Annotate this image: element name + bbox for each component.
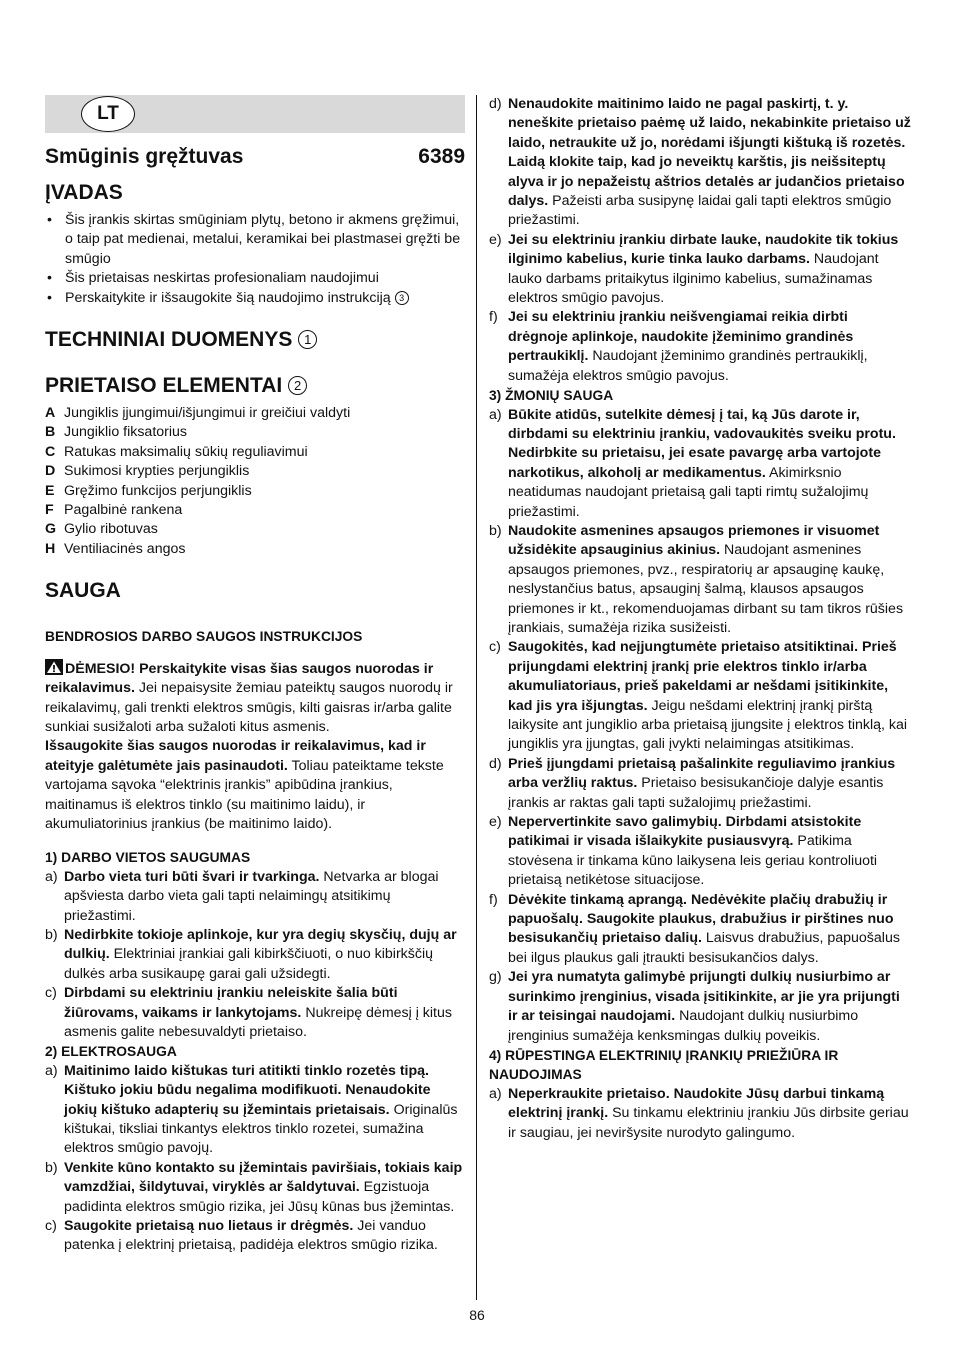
left-column bbox=[45, 95, 465, 1256]
item-text: Nepervertinkite savo galimybių. Dirbdami atsistokite patikimai ir visada išlaikykite pusiausvyrą. Patikima stovėsena ir tinkama kūno laikysena leis geriau kontroliuoti prietaisą netikėtose situacijose. bbox=[508, 814, 878, 889]
item-letter: d) bbox=[489, 96, 502, 112]
element-item bbox=[45, 501, 465, 520]
element-label: Gylio ribotuvas bbox=[64, 521, 158, 538]
safety-item bbox=[489, 231, 911, 309]
save-instructions-paragraph: Išsaugokite šias saugos nuorodas ir reikalavimus, kad ir ateityje galėtumėte jais pasinaudoti. Toliau pateiktame tekste vartojama sąvoka “elektrinis įrankis” apibūdina įrankius, maitinamus iš elektros tinklo (su maitinimo laidu), ir akumuliatorinius įrankius (be maitinimo laido). bbox=[45, 738, 444, 832]
product-name: Smūginis gręžtuvas bbox=[45, 145, 244, 168]
elements-list bbox=[45, 404, 465, 559]
language-bar bbox=[45, 95, 465, 133]
safety-item bbox=[45, 1217, 465, 1256]
item-text: Nenaudokite maitinimo laido ne pagal paskirtį, t. y. neneškite prietaiso paėmę už laido, nekabinkite prietaiso už laido, netraukite už jo, norėdami išjungti kištuką iš rozetės. Laidą klokite taip, kad jo neveiktų karštis, jis neišsiteptų alyva ir jo nepažeistų aštrios detalės ar judančios prietaiso dalys. Pažeisti arba susipynę laidai gali tapti elektros smūgio priežastimi. bbox=[508, 96, 911, 229]
item-letter: b) bbox=[45, 926, 58, 943]
item-letter: c) bbox=[45, 985, 57, 1002]
warning-triangle-icon bbox=[45, 659, 63, 675]
element-item bbox=[45, 443, 465, 462]
safety-item bbox=[45, 984, 465, 1042]
element-key: F bbox=[45, 502, 54, 519]
tech-heading: TECHNINIAI DUOMENYS 1 bbox=[45, 326, 465, 354]
element-key: A bbox=[45, 405, 56, 422]
item-text: Dirbdami su elektriniu įrankiu neleiskite šalia būti žiūrovams, vaikams ir lankytojams. Nukreipę dėmesį į kitus asmenis galite nebesuvaldyti prietaiso. bbox=[64, 985, 452, 1040]
safety-item bbox=[489, 522, 911, 638]
left-safety-sections bbox=[45, 848, 465, 1256]
element-key: E bbox=[45, 482, 55, 499]
safety-item bbox=[489, 406, 911, 522]
item-text: Jei su elektriniu įrankiu neišvengiamai reikia dirbti drėgnoje aplinkoje, naudokite įžeminimo grandinės pertraukiklį. Naudojant įžeminimo grandinės pertraukiklį, sumažėja elektros smūgio pavojus. bbox=[508, 309, 868, 384]
element-item bbox=[45, 482, 465, 501]
safety-item bbox=[45, 926, 465, 984]
safety-item bbox=[489, 968, 911, 1046]
safety-item bbox=[45, 1062, 465, 1159]
safety-item bbox=[489, 308, 911, 386]
item-letter: b) bbox=[45, 1159, 58, 1176]
element-item bbox=[45, 423, 465, 442]
item-text: Jei yra numatyta galimybė prijungti dulkių nusiurbimo ar surinkimo įrenginius, visada įsitikinkite, ar jie yra prijungti ir ar teisingai naudojami. Naudojant dulkių nusiurbimo įrenginius sumažėja kenksmingas dulkių poveikis. bbox=[508, 969, 900, 1044]
language-badge: LT bbox=[81, 96, 135, 132]
figure-ref-badge: 1 bbox=[298, 330, 317, 349]
element-key: H bbox=[45, 540, 56, 557]
safety-item bbox=[489, 755, 911, 813]
warning-paragraph: DĖMESIO! Perskaitykite visas šias saugos nuorodas ir reikalavimus. Jei nepaisysite žemiau pateiktų saugos nuorodų ir reikalavimų, gali trenkti elektros smūgis, kilti gaisras ir/arba galite sunkiai susižaloti arba sužaloti kitus asmenis. bbox=[45, 660, 453, 735]
intro-heading: ĮVADAS bbox=[45, 181, 123, 204]
general-safety-heading: BENDROSIOS DARBO SAUGOS INSTRUKCIJOS bbox=[45, 629, 363, 645]
item-letter: a) bbox=[45, 1062, 58, 1079]
intro-list bbox=[45, 211, 465, 308]
item-text: Saugokitės, kad neįjungtumėte prietaiso atsitiktinai. Prieš prijungdami elektrinį įrankį prie elektros tinklo ir/arba akumuliatoriaus, prieš pakeldami ar nešdami įsitikinkite, kad jis yra išjungtas. Jeigu nešdami elektrinį įrankį pirštą laikysite ant jungiklio arba prietaisą įjungsite į elektros tinklą, kai jungiklis yra įjungtas, gali įvykti nelaimingas atsitikimas. bbox=[508, 639, 908, 753]
item-text: Jei su elektriniu įrankiu dirbate lauke, naudokite tik tokius ilginimo kabelius, kurie tinka lauko darbams. Naudojant lauko darbams pritaikytus ilginimo kabelius, sumažinamas elektros smūgio pavojus. bbox=[508, 231, 899, 307]
item-text: Dėvėkite tinkamą aprangą. Nedėvėkite plačių drabužių ir papuošalų. Saugokite plaukus, drabužius ir pirštines nuo besisukančių prietaiso dalių. Laisvus drabužius, papuošalus bei ilgus plaukus gali įtraukti besisukančios dalys. bbox=[508, 891, 900, 966]
intro-bullet: • Šis įrankis skirtas smūginiam plytų, betono ir akmens gręžimui, o taip pat medienai, metalui, keramikai bei plastmasei gręžti be smūgio bbox=[45, 211, 465, 269]
element-label: Jungiklis įjungimui/išjungimui ir greičiui valdyti bbox=[64, 405, 351, 422]
product-title bbox=[45, 143, 465, 171]
item-letter: a) bbox=[489, 1085, 502, 1102]
element-key: C bbox=[45, 443, 56, 460]
product-model: 6389 bbox=[418, 145, 465, 168]
figure-ref-badge: 2 bbox=[288, 376, 307, 395]
item-letter: a) bbox=[45, 868, 58, 885]
safety-section-heading: 1) DARBO VIETOS SAUGUMAS bbox=[45, 850, 251, 866]
safety-item bbox=[489, 813, 911, 891]
safety-section-heading: 3) ŽMONIŲ SAUGA bbox=[489, 388, 614, 404]
element-key: D bbox=[45, 463, 56, 480]
element-key: B bbox=[45, 424, 56, 441]
element-item bbox=[45, 462, 465, 481]
element-label: Gręžimo funkcijos perjungiklis bbox=[64, 482, 252, 499]
item-text: Prieš įjungdami prietaisą pašalinkite reguliavimo įrankius arba veržlių raktus. Prietaiso besisukančioje dalyje esantis įrankis ar raktas gali tapti sužalojimų priežastimi. bbox=[508, 755, 896, 811]
item-text: Būkite atidūs, sutelkite dėmesį į tai, ką Jūs darote ir, dirbdami su elektriniu įrankiu, vadovaukitės sveiku protu. Nedirbkite su prietaisu, jei esate pavargę arba vartojote narkotikus, alkoholį ar medikamentus. Akimirksnio neatidumas naudojant prietaisą gali tapti rimtų sužalojimų priežastimi. bbox=[508, 406, 896, 520]
item-text: Venkite kūno kontakto su įžemintais paviršiais, tokiais kaip vamzdžiai, šildytuvai, viryklės ar šaldytuvai. Egzistuoja padidinta elektros smūgio rizika, jei Jūsų kūnas bus įžemintas. bbox=[64, 1159, 463, 1215]
safety-section-heading: 4) RŪPESTINGA ELEKTRINIŲ ĮRANKIŲ PRIEŽIŪRA IR NAUDOJIMAS bbox=[489, 1047, 839, 1083]
safety-item bbox=[45, 1159, 465, 1217]
safety-item bbox=[489, 95, 911, 231]
item-letter: a) bbox=[489, 406, 502, 423]
item-letter: c) bbox=[45, 1218, 57, 1235]
figure-ref-badge: 3 bbox=[395, 291, 409, 305]
item-text: Neperkraukite prietaiso. Naudokite Jūsų darbui tinkamą elektrinį įrankį. Su tinkamu elektriniu įrankiu Jūs dirbsite geriau ir saugiau, jei neviršysite nurodyto galingumo. bbox=[508, 1085, 909, 1141]
element-item bbox=[45, 540, 465, 559]
element-key: G bbox=[45, 521, 57, 538]
safety-section-heading: 2) ELEKTROSAUGA bbox=[45, 1044, 177, 1060]
item-letter: b) bbox=[489, 522, 502, 539]
safety-item bbox=[489, 891, 911, 969]
item-letter: e) bbox=[489, 814, 502, 831]
item-text: Maitinimo laido kištukas turi atitikti tinklo rozetės tipą. Kištuko jokiu būdu negalima modifikuoti. Nenaudokite jokių kištuko adapterių su įžemintais prietaisais. Originalūs kištukai, tiksliai tinkantys elektros tinklo rozetei, sumažina elektros smūgio pavojų. bbox=[64, 1062, 458, 1157]
page-number: 86 bbox=[469, 1307, 485, 1323]
safety-heading: SAUGA bbox=[45, 579, 121, 603]
item-letter: d) bbox=[489, 755, 502, 772]
column-divider bbox=[476, 95, 477, 1300]
item-text: Saugokite prietaisą nuo lietaus ir drėgmės. Jei vanduo patenka į elektrinį prietaisą, padidėja elektros smūgio rizika. bbox=[64, 1218, 438, 1254]
safety-item bbox=[489, 638, 911, 754]
safety-item bbox=[489, 1085, 911, 1143]
element-label: Jungiklio fiksatorius bbox=[64, 424, 188, 441]
item-letter: f) bbox=[489, 309, 498, 326]
element-item bbox=[45, 520, 465, 539]
intro-bullet: • Šis prietaisas neskirtas profesionaliam naudojimui bbox=[45, 269, 465, 288]
intro-bullet: • Perskaitykite ir išsaugokite šią naudojimo instrukciją 3 bbox=[45, 289, 465, 308]
item-letter: e) bbox=[489, 231, 502, 248]
item-text: Darbo vieta turi būti švari ir tvarkinga. Netvarka ar blogai apšviesta darbo vieta gali tapti nelaimingų atsitikimų priežastimi. bbox=[64, 868, 439, 924]
item-letter: g) bbox=[489, 969, 502, 986]
element-label: Ratukas maksimalių sūkių reguliavimui bbox=[64, 443, 308, 460]
right-column bbox=[489, 95, 911, 1143]
item-letter: c) bbox=[489, 639, 501, 656]
item-letter: f) bbox=[489, 891, 498, 908]
safety-item bbox=[45, 868, 465, 926]
element-label: Pagalbinė rankena bbox=[64, 502, 183, 519]
element-label: Sukimosi krypties perjungiklis bbox=[64, 463, 250, 480]
elements-heading: PRIETAISO ELEMENTAI 2 bbox=[45, 372, 465, 400]
item-text: Naudokite asmenines apsaugos priemones ir visuomet užsidėkite apsauginius akinius. Naudojant asmenines apsaugos priemones, pvz., respiratorių ar apsauginę kaukę, neslystančius batus, apsauginį šalmą, klausos apsaugos priemones ir kt., rekomenduojamas dirbant su tam tikros rūšies įrankiais, sumažėja rizika susižeisti. bbox=[508, 522, 904, 636]
element-item bbox=[45, 404, 465, 423]
element-label: Ventiliacinės angos bbox=[64, 540, 186, 557]
item-text: Nedirbkite tokioje aplinkoje, kur yra degių skysčių, dujų ar dulkių. Elektriniai įrankiai gali kibirkščiuoti, o nuo kibirkščių dulkės arba susikaupę garai gali užsidegti. bbox=[64, 926, 457, 982]
